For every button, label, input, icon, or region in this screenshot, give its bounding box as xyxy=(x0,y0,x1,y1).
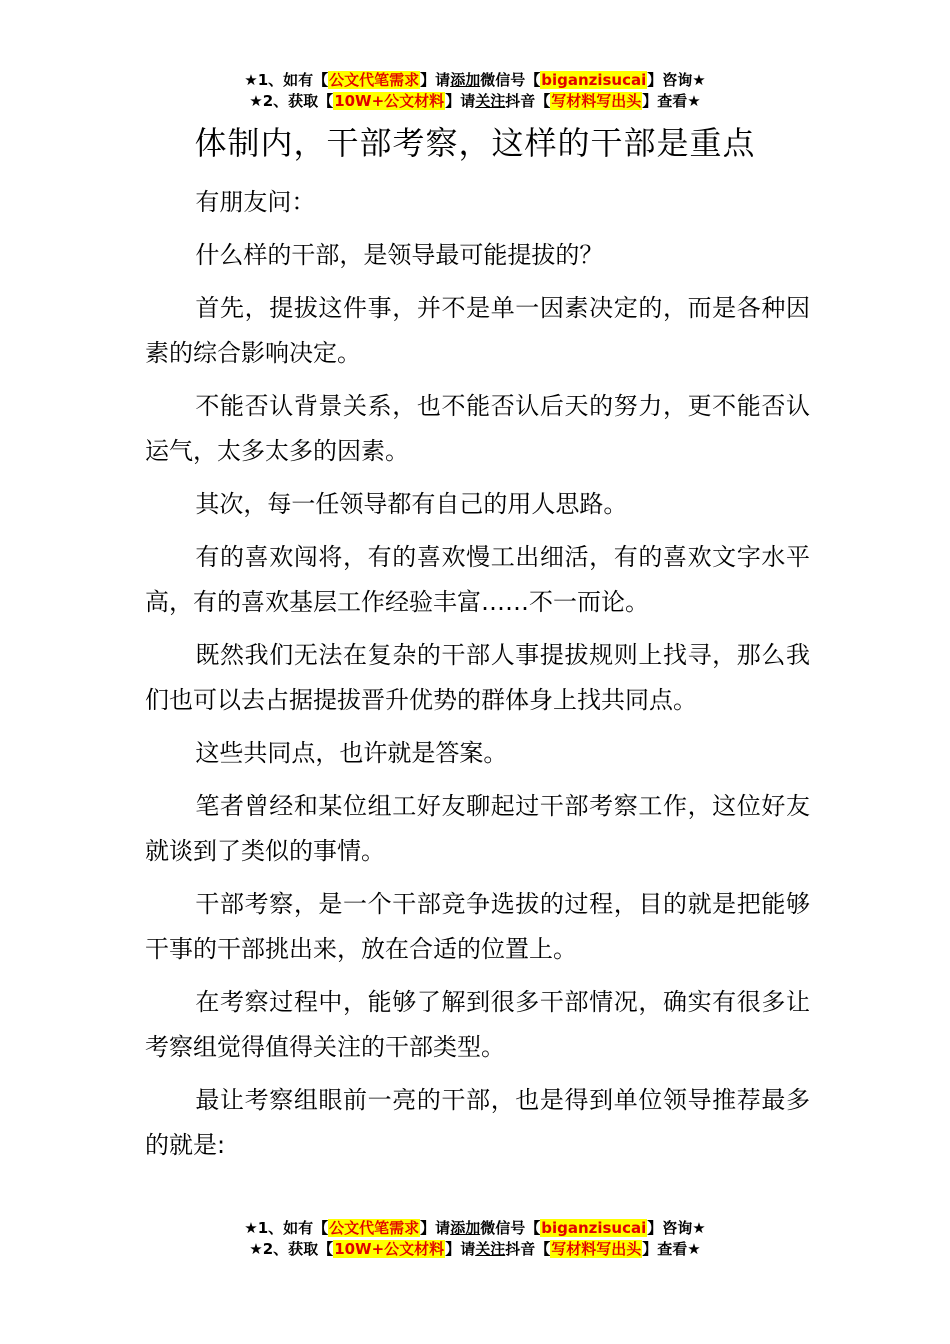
header-line-2-suffix: 】查看★ xyxy=(642,92,701,110)
footer-banner xyxy=(0,1218,950,1260)
header-line-2-mid-2: 抖音【 xyxy=(505,92,551,110)
paragraph: 最让考察组眼前一亮的干部，也是得到单位领导推荐最多的就是: xyxy=(145,1086,810,1159)
footer-line-1-highlight-wechat: biganzisucai xyxy=(541,1219,647,1237)
paragraph: 其次，每一任领导都有自己的用人思路。 xyxy=(195,490,628,518)
paragraph: 笔者曾经和某位组工好友聊起过干部考察工作，这位好友就谈到了类似的事情。 xyxy=(145,792,810,865)
paragraph: 首先，提拔这件事，并不是单一因素决定的，而是各种因素的综合影响决定。 xyxy=(145,294,810,367)
paragraph: 既然我们无法在复杂的干部人事提拔规则上找寻，那么我们也可以去占据提拔晋升优势的群体身上找共同点。 xyxy=(145,641,810,714)
footer-line-1-highlight-service: 公文代笔需求 xyxy=(329,1219,420,1237)
document-body xyxy=(145,180,810,1176)
header-line-1-underlined: 添加 xyxy=(450,71,481,89)
header-line-1-highlight-service: 公文代笔需求 xyxy=(329,71,420,89)
footer-line-2-mid-2: 抖音【 xyxy=(505,1240,551,1258)
header-line-2-highlight-douyin: 写材料写出头 xyxy=(551,92,642,110)
paragraph: 干部考察，是一个干部竞争选拔的过程，目的就是把能够干事的干部挑出来，放在合适的位置上。 xyxy=(145,890,810,963)
paragraph: 有朋友问： xyxy=(195,188,316,216)
footer-line-2-underlined: 关注 xyxy=(475,1240,506,1258)
header-line-2-mid: 】请 xyxy=(445,92,476,110)
paragraph: 不能否认背景关系，也不能否认后天的努力，更不能否认运气，太多太多的因素。 xyxy=(145,392,810,465)
footer-line-1-mid-2: 微信号【 xyxy=(480,1219,541,1237)
footer-line-1 xyxy=(0,1218,950,1239)
document-title: 体制内，干部考察，这样的干部是重点 xyxy=(194,124,756,162)
header-line-2 xyxy=(0,91,950,112)
footer-line-2 xyxy=(0,1239,950,1260)
footer-line-2-suffix: 】查看★ xyxy=(642,1240,701,1258)
paragraph: 什么样的干部，是领导最可能提拔的？ xyxy=(195,241,604,269)
footer-line-1-prefix: ★1、如有【 xyxy=(244,1219,329,1237)
footer-line-1-suffix: 】咨询★ xyxy=(647,1219,706,1237)
header-line-2-prefix: ★2、获取【 xyxy=(249,92,334,110)
header-line-1-mid-2: 微信号【 xyxy=(480,71,541,89)
paragraph: 有的喜欢闯将，有的喜欢慢工出细活，有的喜欢文字水平高，有的喜欢基层工作经验丰富……不一而论。 xyxy=(145,543,810,616)
paragraph: 这些共同点，也许就是答案。 xyxy=(195,739,508,767)
header-line-2-underlined: 关注 xyxy=(475,92,506,110)
footer-line-2-prefix: ★2、获取【 xyxy=(249,1240,334,1258)
footer-line-2-highlight-materials: 10W+公文材料 xyxy=(334,1240,445,1258)
header-line-1-suffix: 】咨询★ xyxy=(647,71,706,89)
header-line-1-prefix: ★1、如有【 xyxy=(244,71,329,89)
header-banner xyxy=(0,70,950,112)
header-line-2-highlight-materials: 10W+公文材料 xyxy=(334,92,445,110)
footer-line-1-mid: 】请 xyxy=(420,1219,451,1237)
paragraph: 在考察过程中，能够了解到很多干部情况，确实有很多让考察组觉得值得关注的干部类型。 xyxy=(145,988,810,1061)
header-line-1-mid: 】请 xyxy=(420,71,451,89)
header-line-1-highlight-wechat: biganzisucai xyxy=(541,71,647,89)
footer-line-2-highlight-douyin: 写材料写出头 xyxy=(551,1240,642,1258)
footer-line-1-underlined: 添加 xyxy=(450,1219,481,1237)
footer-line-2-mid: 】请 xyxy=(445,1240,476,1258)
header-line-1 xyxy=(0,70,950,91)
